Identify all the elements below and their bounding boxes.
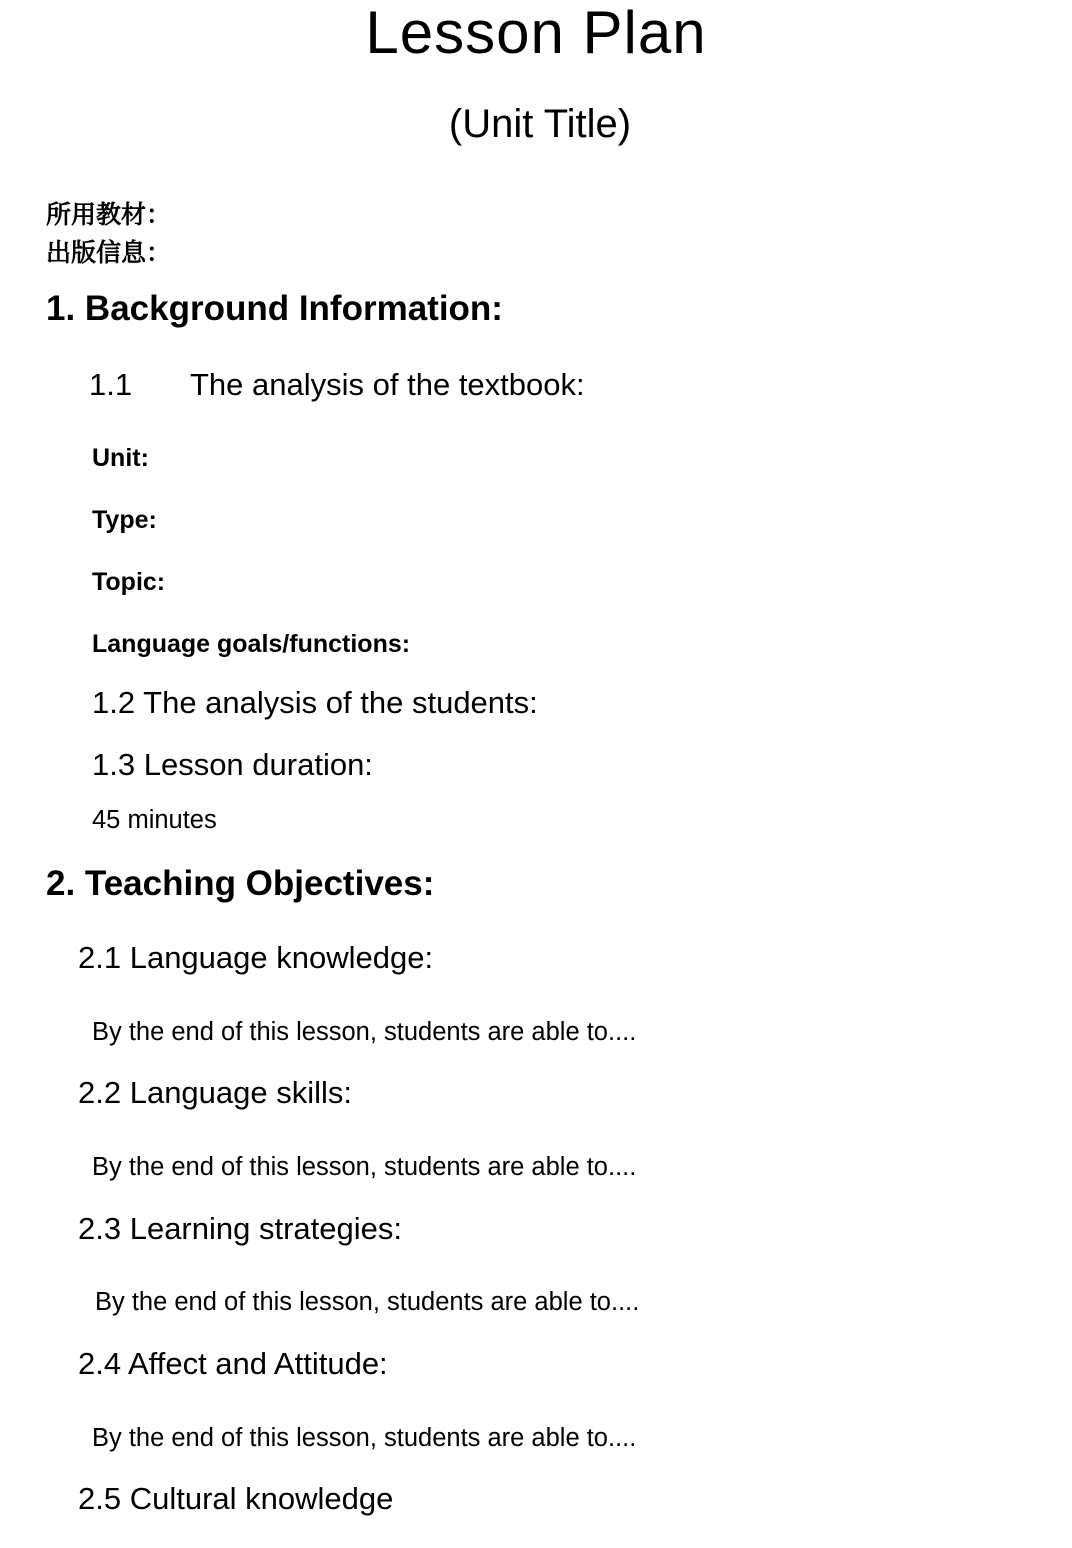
section-2-heading: 2. Teaching Objectives: — [46, 864, 435, 903]
lesson-duration-value: 45 minutes — [92, 806, 217, 834]
subsection-1-3: 1.3 Lesson duration: — [92, 747, 373, 782]
topic-label: Topic: — [92, 568, 166, 596]
subsection-1-1-text: The analysis of the textbook: — [190, 367, 585, 402]
objective-2-2-text: By the end of this lesson, students are able to.... — [92, 1153, 637, 1181]
objective-2-4-text: By the end of this lesson, students are able to.... — [92, 1424, 637, 1452]
document-title: Lesson Plan — [365, 0, 707, 66]
objective-2-1-heading: 2.1 Language knowledge: — [78, 940, 434, 975]
textbook-label: 所用教材： — [46, 200, 172, 229]
language-goals-label: Language goals/functions: — [92, 630, 411, 658]
objective-2-5-heading: 2.5 Cultural knowledge — [78, 1481, 394, 1516]
objective-2-2-heading: 2.2 Language skills: — [78, 1075, 353, 1110]
objective-2-4-heading: 2.4 Affect and Attitude: — [78, 1346, 388, 1381]
objective-2-1-text: By the end of this lesson, students are able to.... — [92, 1018, 637, 1046]
document-subtitle: (Unit Title) — [448, 102, 632, 146]
section-1-heading: 1. Background Information: — [46, 289, 503, 328]
type-label: Type: — [92, 506, 157, 534]
subsection-1-2: 1.2 The analysis of the students: — [92, 685, 538, 720]
subsection-1-1-number: 1.1 — [89, 367, 133, 402]
objective-2-3-text: By the end of this lesson, students are able to.... — [95, 1288, 640, 1316]
publication-label: 出版信息： — [46, 238, 172, 267]
unit-label: Unit: — [92, 444, 149, 472]
objective-2-3-heading: 2.3 Learning strategies: — [78, 1211, 402, 1246]
